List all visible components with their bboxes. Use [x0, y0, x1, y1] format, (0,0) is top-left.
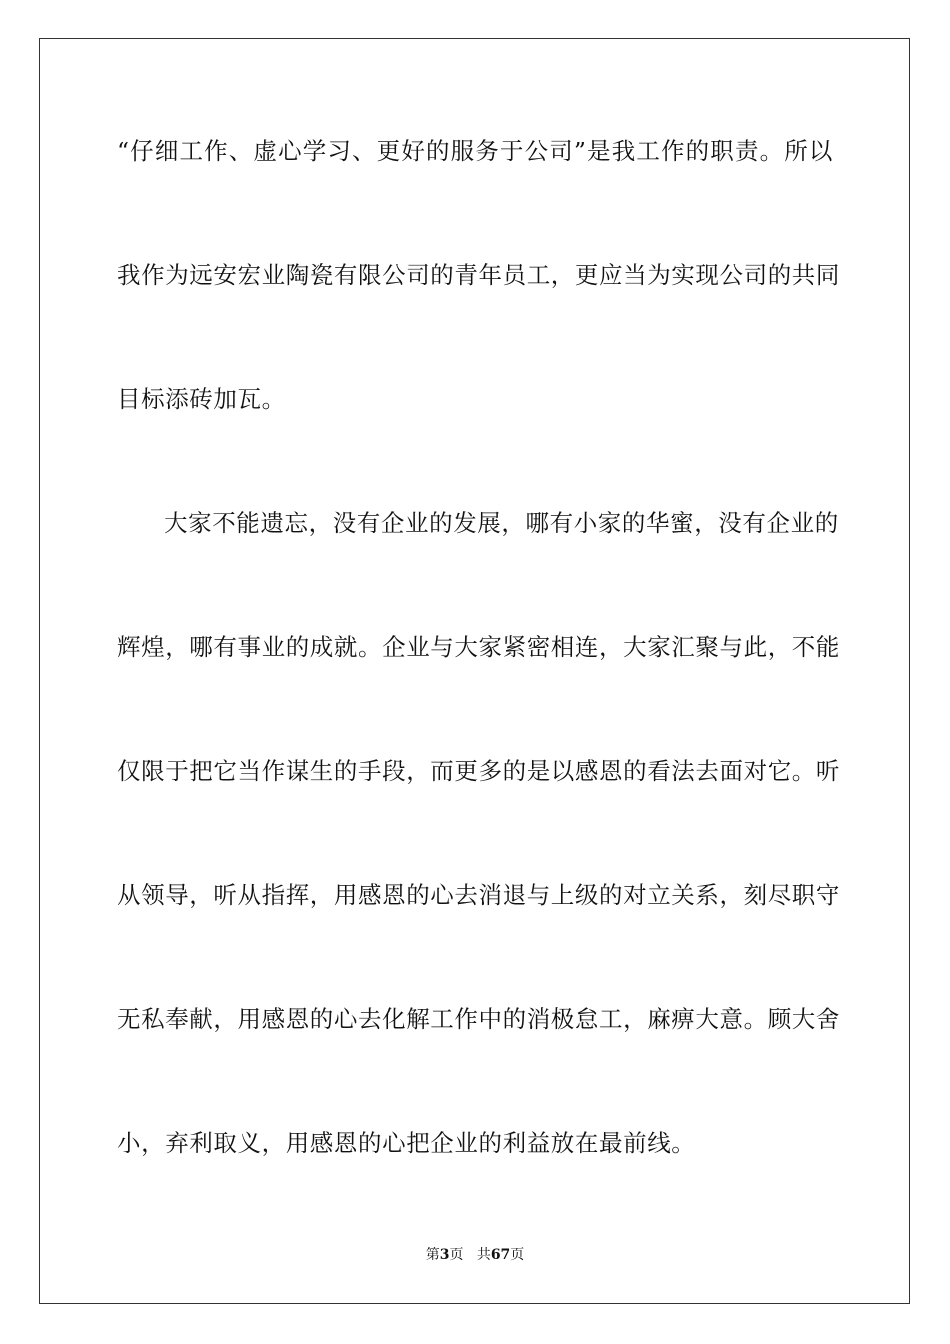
paragraph-line-7: 从领导，听从指挥，用感恩的心去消退与上级的对立关系，刻尽职守 — [117, 881, 840, 909]
footer-page-prefix: 第 — [425, 1247, 440, 1263]
paragraph-line-9: 小，弃利取义，用感恩的心把企业的利益放在最前线。 — [117, 1129, 696, 1157]
paragraph-line-1: “仔细工作、虚心学习、更好的服务于公司”是我工作的职责。所以 — [117, 137, 833, 165]
paragraph-line-2: 我作为远安宏业陶瓷有限公司的青年员工，更应当为实现公司的共同 — [117, 261, 840, 289]
footer-page-number: 3 — [439, 1247, 450, 1263]
page-footer — [0, 1246, 950, 1264]
page-border — [39, 38, 910, 1304]
footer-total-pages: 67 — [490, 1247, 511, 1263]
paragraph-line-6: 仅限于把它当作谋生的手段，而更多的是以感恩的看法去面对它。听 — [117, 757, 840, 785]
paragraph-line-4: 大家不能遗忘，没有企业的发展，哪有小家的华蜜，没有企业的 — [164, 509, 839, 537]
paragraph-line-5: 辉煌，哪有事业的成就。企业与大家紧密相连，大家汇聚与此，不能 — [117, 633, 840, 661]
footer-total-prefix: 共 — [476, 1247, 491, 1263]
footer-total-suffix: 页 — [510, 1247, 525, 1263]
paragraph-line-3: 目标添砖加瓦。 — [117, 385, 286, 413]
paragraph-line-8: 无私奉献，用感恩的心去化解工作中的消极怠工，麻痹大意。顾大舍 — [117, 1005, 840, 1033]
footer-page-suffix: 页 — [449, 1247, 464, 1263]
